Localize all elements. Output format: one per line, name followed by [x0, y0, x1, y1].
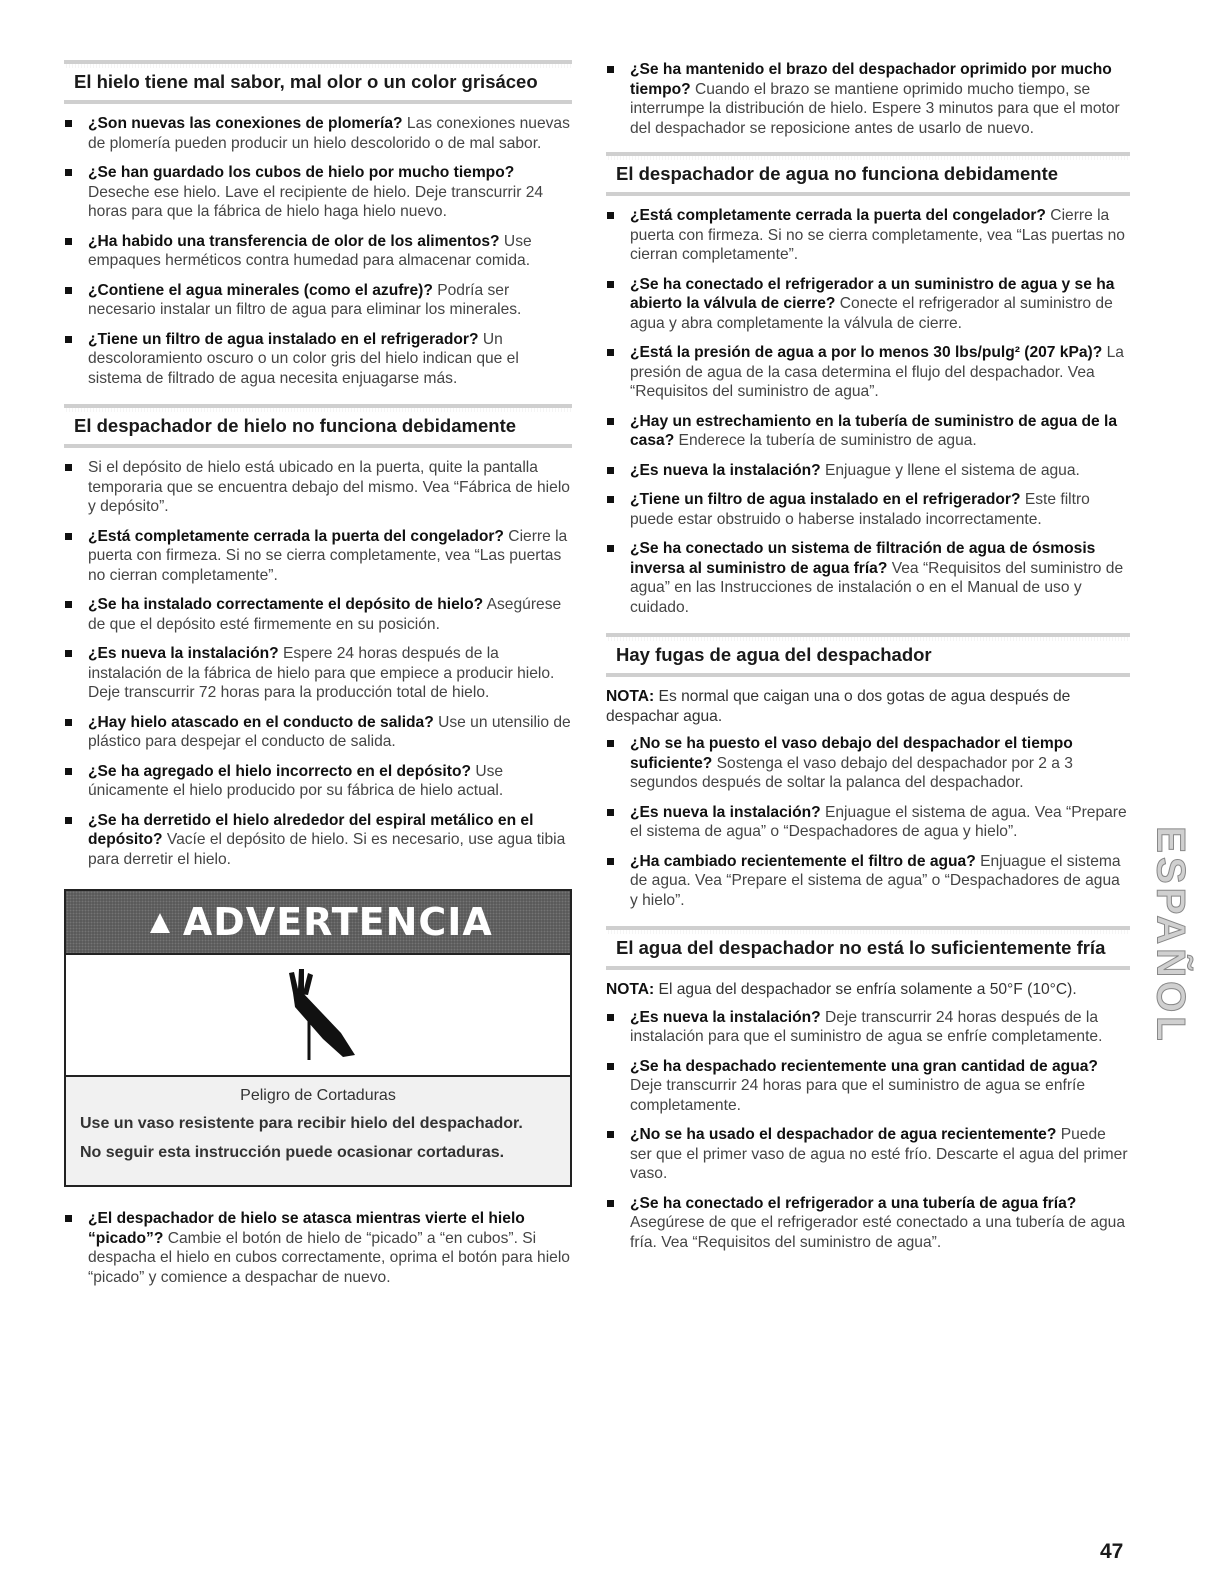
list-item: Si el depósito de hielo está ubicado en la puerta, quite la pantalla temporaria que se encuentra debajo del mismo. Vea “Fábrica de hielo y depósito”.: [64, 458, 572, 517]
list-item: ¿Ha habido una transferencia de olor de los alimentos? Use empaques herméticos contra humedad para almacenar comida.: [64, 232, 572, 271]
warning-banner: [66, 891, 570, 955]
cut-hazard-icon: [263, 965, 373, 1065]
section-heading: El despachador de agua no funciona debidamente: [606, 152, 1130, 196]
section-ice-taste: [64, 60, 572, 388]
list-item: ¿Se ha mantenido el brazo del despachador oprimido por mucho tiempo? Cuando el brazo se mantiene oprimido mucho tiempo, se interrumpe la distribución de hielo. Espere 3 minutos para que el motor del despachador se reposicione antes de usarlo de nuevo.: [606, 60, 1130, 138]
list-item: ¿Es nueva la instalación? Deje transcurrir 24 horas después de la instalación para que el suministro de agua se enfríe completamente.: [606, 1008, 1130, 1047]
warning-body: [66, 1077, 570, 1185]
list-item: ¿Se ha conectado el refrigerador a una tubería de agua fría? Asegúrese de que el refrigerador esté conectado a una tubería de agua fría. Vea “Requisitos del suministro de agua”.: [606, 1194, 1130, 1253]
left-column: [64, 60, 572, 1297]
language-side-tab: ESPAÑOL: [1148, 825, 1193, 1045]
list-item: ¿Hay un estrechamiento en la tubería de suministro de agua de la casa? Enderece la tubería de suministro de agua.: [606, 412, 1130, 451]
section-water-dispenser: [606, 152, 1130, 617]
list-item: ¿Es nueva la instalación? Enjuague y llene el sistema de agua.: [606, 461, 1130, 481]
item-list: [64, 458, 572, 869]
note: NOTA: El agua del despachador se enfría solamente a 50°F (10°C).: [606, 981, 1077, 998]
right-column: [606, 60, 1130, 1268]
section-heading: El hielo tiene mal sabor, mal olor o un color grisáceo: [64, 60, 572, 104]
hazard-label: Peligro de Cortaduras: [240, 1087, 396, 1104]
item-list: [606, 60, 1130, 138]
item-list: [64, 114, 572, 388]
section-heading: Hay fugas de agua del despachador: [606, 633, 1130, 677]
warning-instruction: Use un vaso resistente para recibir hielo del despachador.: [80, 1115, 523, 1132]
list-item: ¿Es nueva la instalación? Espere 24 horas después de la instalación de la fábrica de hielo para que empiece a producir hielo. Deje transcurrir 72 horas para la producción total de hielo.: [64, 644, 572, 703]
list-item: ¿Tiene un filtro de agua instalado en el refrigerador? Un descoloramiento oscuro o un color gris del hielo indican que el sistema de filtrado de agua necesita enjuagarse más.: [64, 330, 572, 389]
list-item: ¿Son nuevas las conexiones de plomería? Las conexiones nuevas de plomería pueden producir un hielo descolorido o de mal sabor.: [64, 114, 572, 153]
list-item: ¿No se ha puesto el vaso debajo del despachador el tiempo suficiente? Sostenga el vaso debajo del despachador por 2 a 3 segundos después de soltar la palanca del despachador.: [606, 734, 1130, 793]
section-heading: El agua del despachador no está lo suficientemente fría: [606, 926, 1130, 970]
warning-box: [64, 889, 572, 1187]
list-item: ¿Se han guardado los cubos de hielo por mucho tiempo? Deseche ese hielo. Lave el recipiente de hielo. Deje transcurrir 24 horas para que la fábrica de hielo haga hielo nuevo.: [64, 163, 572, 222]
section-heading: El despachador de hielo no funciona debidamente: [64, 404, 572, 448]
list-item: ¿Se ha despachado recientemente una gran cantidad de agua? Deje transcurrir 24 horas para que el suministro de agua se enfríe completamente.: [606, 1057, 1130, 1116]
list-item: ¿Está completamente cerrada la puerta del congelador? Cierre la puerta con firmeza. Si no se cierra completamente, vea “Las puertas no cierran completamente”.: [606, 206, 1130, 265]
page-number: 47: [1100, 1540, 1124, 1563]
list-item: ¿Se ha instalado correctamente el depósito de hielo? Asegúrese de que el depósito esté firmemente en su posición.: [64, 595, 572, 634]
list-item: ¿Tiene un filtro de agua instalado en el refrigerador? Este filtro puede estar obstruido o haberse instalado incorrectamente.: [606, 490, 1130, 529]
warning-consequence: No seguir esta instrucción puede ocasionar cortaduras.: [80, 1144, 505, 1161]
item-list: [64, 1209, 572, 1287]
list-item: ¿Hay hielo atascado en el conducto de salida? Use un utensilio de plástico para despejar el conducto de salida.: [64, 713, 572, 752]
list-item: ¿Se ha conectado un sistema de filtración de agua de ósmosis inversa al suministro de agua fría? Vea “Requisitos del suministro de agua” en las Instrucciones de instalación o en el Manual de uso y cuidado.: [606, 539, 1130, 617]
list-item: ¿El despachador de hielo se atasca mientras vierte el hielo “picado”? Cambie el botón de hielo de “picado” a “en cubos”. Si despacha el hielo en cubos correctamente, oprima el botón para hielo “picado” y comience a despachar de nuevo.: [64, 1209, 572, 1287]
section-water-cold: [606, 926, 1130, 1252]
list-item: ¿Se ha conectado el refrigerador a un suministro de agua y se ha abierto la válvula de cierre? Conecte el refrigerador al suministro de agua y abra completamente la válvula de cierre.: [606, 275, 1130, 334]
list-item: ¿Se ha derretido el hielo alrededor del espiral metálico en el depósito? Vacíe el depósito de hielo. Si es necesario, use agua tibia para derretir el hielo.: [64, 811, 572, 870]
warning-icon-area: [66, 955, 570, 1077]
list-item: ¿Se ha agregado el hielo incorrecto en el depósito? Use únicamente el hielo producido por su fábrica de hielo actual.: [64, 762, 572, 801]
list-item: ¿Ha cambiado recientemente el filtro de agua? Enjuague el sistema de agua. Vea “Prepare el sistema de agua” o “Despachadores de agua y hielo”.: [606, 852, 1130, 911]
item-list: [606, 1008, 1130, 1253]
item-list: [606, 734, 1130, 910]
warning-triangle-icon: ▲: [143, 902, 177, 941]
list-item: ¿Es nueva la instalación? Enjuague el sistema de agua. Vea “Prepare el sistema de agua” o “Despachadores de agua y hielo”.: [606, 803, 1130, 842]
list-item: ¿Contiene el agua minerales (como el azufre)? Podría ser necesario instalar un filtro de agua para eliminar los minerales.: [64, 281, 572, 320]
item-list: [606, 206, 1130, 617]
list-item: ¿No se ha usado el despachador de agua recientemente? Puede ser que el primer vaso de agua no esté frío. Descarte el agua del primer vaso.: [606, 1125, 1130, 1184]
section-ice-dispenser: [64, 404, 572, 869]
warning-title: ADVERTENCIA: [182, 900, 493, 944]
note: NOTA: Es normal que caigan una o dos gotas de agua después de despachar agua.: [606, 688, 1071, 725]
list-item: ¿Está completamente cerrada la puerta del congelador? Cierre la puerta con firmeza. Si no se cierra completamente, vea “Las puertas no cierran completamente”.: [64, 527, 572, 586]
section-water-leaks: [606, 633, 1130, 910]
list-item: ¿Está la presión de agua a por lo menos 30 lbs/pulg² (207 kPa)? La presión de agua de la casa determina el flujo del despachador. Vea “Requisitos del suministro de agua”.: [606, 343, 1130, 402]
